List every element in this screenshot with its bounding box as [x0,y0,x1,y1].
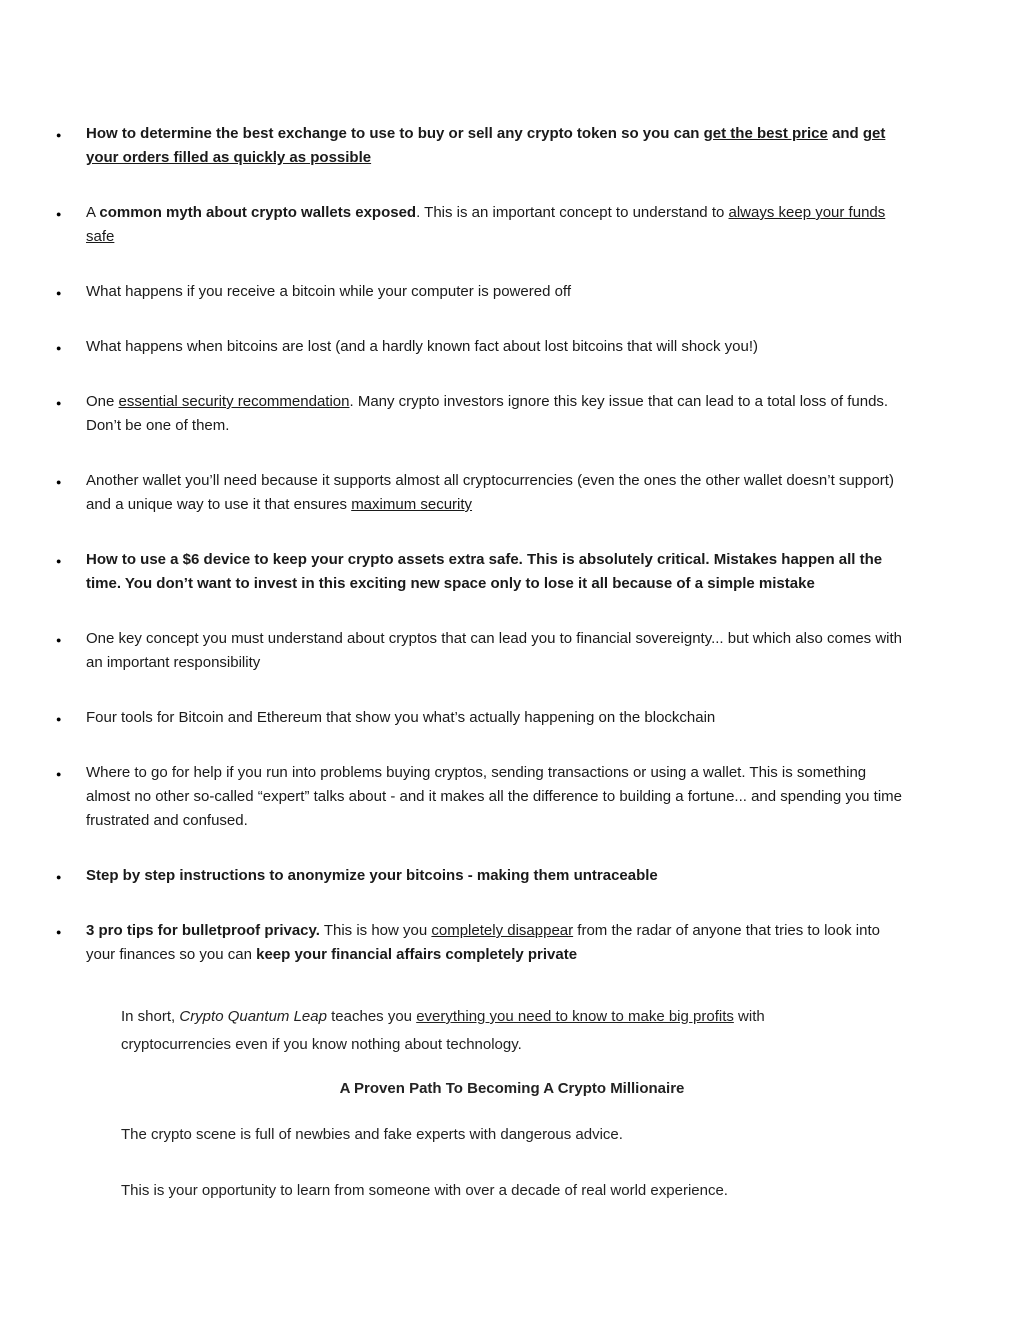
text-segment: A [86,204,100,221]
underlined-link-text: get your orders filled as quickly as possible [86,125,886,166]
underlined-link-text: everything you need to know to make big profits [416,1008,734,1025]
bullet-item [0,627,906,675]
bold-text: How to use a $6 device to keep your crypto assets extra safe. This is absolutely critical. Mistakes happen all the time. You don’t want to invest in this exciting new space only to lose it all because of a simple mistake [86,551,883,592]
text-segment: Where to go for help if you run into problems buying cryptos, sending transactions or using a wallet. This is something almost no other so-called “expert” talks about - and it makes all the difference to building a fortune... and spending you time frustrated and confused. [86,764,903,829]
underlined-link-text: maximum security [351,496,473,513]
feature-bullet-list [0,122,1024,998]
text-segment: teaches you [326,1008,417,1025]
text-segment: One [86,393,119,410]
text-segment: One key concept you must understand about cryptos that can lead you to financial sovereignty... but which also comes with an important responsibility [86,630,903,671]
bullet-item [0,919,906,967]
text-segment: . This is an important concept to understand to [416,204,729,221]
paragraph-newbies: The crypto scene is full of newbies and fake experts with dangerous advice. [121,1126,623,1143]
text-segment: This is how you [319,922,432,939]
text-segment: . Many crypto investors ignore this key issue that can lead to a total loss of funds. Don’t be one of them. [86,393,889,434]
section-heading: A Proven Path To Becoming A Crypto Millionaire [339,1080,685,1097]
bullet-item [0,122,906,170]
bullet-item [0,469,906,517]
bullet-item [0,706,906,730]
text-segment: Another wallet you’ll need because it supports almost all cryptocurrencies (even the ones the other wallet doesn’t support) and a unique way to use it that ensures [86,472,894,513]
bullet-item [0,335,906,359]
bold-text: and [827,125,863,142]
bold-text: keep your financial affairs completely private [256,946,578,963]
underlined-link-text: essential security recommendation [118,393,350,410]
underlined-link-text: always keep your funds safe [86,204,886,245]
text-segment: Four tools for Bitcoin and Ethereum that show you what’s actually happening on the blockchain [86,709,716,726]
underlined-link-text: get the best price [703,125,828,142]
bold-text: common myth about crypto wallets exposed [99,204,417,221]
summary-paragraph [121,1003,841,1059]
bold-text: 3 pro tips for bulletproof privacy. [86,922,320,939]
bullet-item [0,390,906,438]
bullet-item [0,548,906,596]
text-segment: with cryptocurrencies even if you know nothing about technology. [121,1008,765,1053]
bullet-item [0,280,906,304]
bullet-item [0,864,906,888]
bullet-item [0,201,906,249]
underlined-link-text: completely disappear [431,922,574,939]
text-segment: Crypto Quantum Leap [179,1008,327,1025]
bold-text: How to determine the best exchange to use to buy or sell any crypto token so you can [86,125,704,142]
text-segment: What happens when bitcoins are lost (and a hardly known fact about lost bitcoins that will shock you!) [86,338,759,355]
text-segment: In short, [121,1008,180,1025]
bullet-item [0,761,906,833]
bold-text: Step by step instructions to anonymize your bitcoins - making them untraceable [86,867,658,884]
paragraph-opportunity: This is your opportunity to learn from someone with over a decade of real world experience. [121,1182,728,1199]
text-segment: What happens if you receive a bitcoin while your computer is powered off [86,283,571,300]
text-segment: from the radar of anyone that tries to look into your finances so you can [86,922,880,963]
